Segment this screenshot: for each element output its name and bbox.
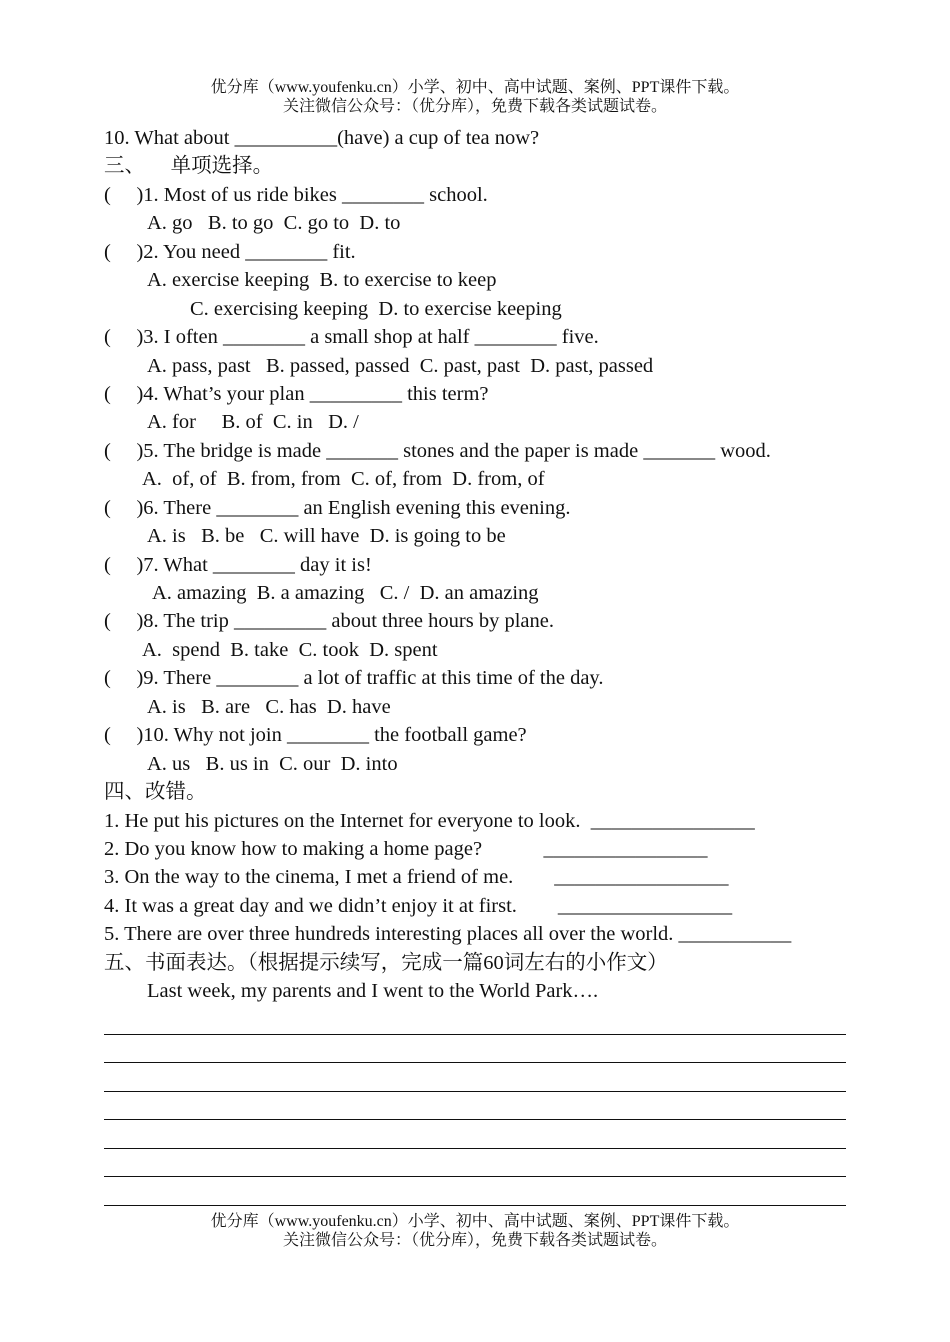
page-footer [0, 1212, 950, 1250]
footer-line-1: 优分库（www.youfenku.cn）小学、初中、高中试题、案例、PPT课件下载。 [210, 1213, 740, 1230]
mc-options-9: A. is B. are C. has D. have [147, 695, 391, 718]
writing-line[interactable] [104, 1035, 846, 1063]
writing-line[interactable] [104, 1120, 846, 1148]
section-5-title: 五、书面表达。（根据提示续写，完成一篇60词左右的小作文） [104, 951, 668, 974]
mc-question-7: ( )7. What ________ day it is! [104, 553, 372, 576]
fill-question-10: 10. What about __________(have) a cup of tea now? [104, 127, 540, 149]
mc-question-8: ( )8. The trip _________ about three hours by plane. [104, 610, 554, 633]
header-line-2: 关注微信公众号：（优分库），免费下载各类试题试卷。 [282, 98, 667, 115]
writing-line[interactable] [104, 1063, 846, 1091]
mc-options-2b: C. exercising keeping D. to exercise keeping [190, 297, 562, 320]
mc-options-5: A. of, of B. from, from C. of, from D. from, of [142, 468, 545, 491]
mc-question-6: ( )6. There ________ an English evening this evening. [104, 496, 571, 519]
mc-question-1: ( )1. Most of us ride bikes ________ school. [104, 183, 488, 206]
mc-options-3: A. pass, past B. passed, passed C. past, past D. past, passed [147, 354, 654, 377]
error-item-2: 2. Do you know how to making a home page? ________________ [104, 837, 708, 860]
error-item-5: 5. There are over three hundreds interesting places all over the world. ___________ [104, 923, 792, 946]
header-line-1: 优分库（www.youfenku.cn）小学、初中、高中试题、案例、PPT课件下载。 [210, 79, 740, 96]
mc-question-2: ( )2. You need ________ fit. [104, 240, 356, 263]
mc-options-7: A. amazing B. a amazing C. / D. an amazing [152, 582, 539, 604]
mc-options-6: A. is B. be C. will have D. is going to be [147, 525, 506, 548]
mc-options-2a: A. exercise keeping B. to exercise to keep [147, 269, 497, 292]
writing-line[interactable] [104, 1007, 846, 1035]
error-item-1: 1. He put his pictures on the Internet for everyone to look. ________________ [104, 809, 755, 832]
page-header [0, 78, 950, 116]
mc-question-9: ( )9. There ________ a lot of traffic at this time of the day. [104, 667, 604, 690]
worksheet-body [104, 124, 864, 1206]
mc-options-10: A. us B. us in C. our D. into [147, 752, 398, 775]
mc-question-5: ( )5. The bridge is made _______ stones and the paper is made _______ wood. [104, 439, 771, 462]
error-item-3: 3. On the way to the cinema, I met a friend of me. _________________ [104, 866, 729, 889]
mc-question-3: ( )3. I often ________ a small shop at half ________ five. [104, 326, 599, 349]
section-4-title: 四、改错。 [104, 781, 207, 804]
writing-prompt: Last week, my parents and I went to the World Park…. [147, 980, 599, 1003]
writing-line[interactable] [104, 1149, 846, 1177]
mc-options-8: A. spend B. take C. took D. spent [142, 638, 438, 661]
section-3-title: 三、 单项选择。 [104, 155, 274, 178]
footer-line-2: 关注微信公众号：（优分库），免费下载各类试题试卷。 [282, 1232, 667, 1249]
mc-question-4: ( )4. What’s your plan _________ this term? [104, 382, 489, 405]
writing-area[interactable] [104, 1007, 864, 1206]
mc-options-1: A. go B. to go C. go to D. to [147, 212, 401, 235]
error-item-4: 4. It was a great day and we didn’t enjoy it at first. _________________ [104, 894, 733, 917]
mc-options-4: A. for B. of C. in D. / [147, 411, 359, 434]
writing-line[interactable] [104, 1092, 846, 1120]
mc-question-10: ( )10. Why not join ________ the football game? [104, 724, 527, 747]
writing-line[interactable] [104, 1177, 846, 1205]
